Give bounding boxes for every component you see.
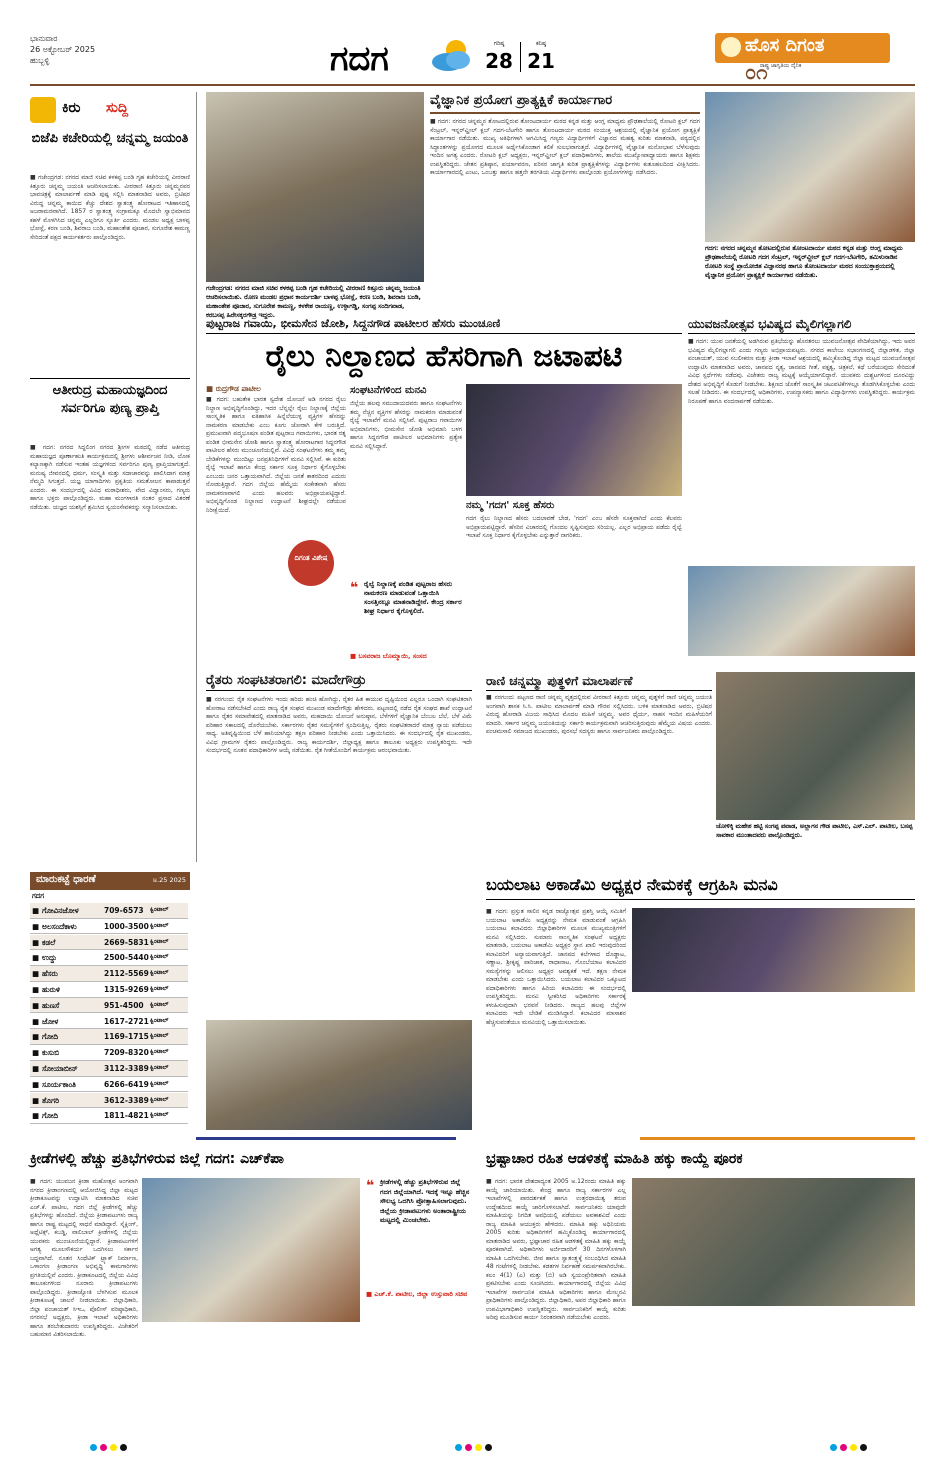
farmers-body: ■ ನರಗುಂದ: ರೈತ ಸಂಘಟನೆಗಳು ಇಂದು ಹರಿದು ಹಂಚಿ ಹೋಗಿದ್ದು, ರೈತರ ಹಿತ ಕಾಯುವ ದೃಷ್ಟಿಯಿಂದ ಎಲ್ಲರೂ ಒಂದಾಗಿ ಸಂಘಟಿತರಾಗಿ ಹೋರಾಟ ನಡೆಸಬೇಕಿದೆ ಎಂದು ರಾಜ್ಯ ರೈತ ಸಂಘದ ಮುಖಂಡ ಮಾದೇಗೌಡ್ರು ಹೇಳಿದರು. ಪಟ್ಟಣದಲ್ಲಿ ನಡೆದ ರೈತ ಸಂಘದ ಶಾಖೆ ಉದ್ಘಾಟನೆ ಹಾಗೂ ರೈತರ ಸಮಾವೇಶದಲ್ಲಿ ಮಾತನಾಡಿದ ಅವರು, ಮಹದಾಯಿ ಯೋಜನೆ ಅನುಷ್ಠಾನ, ಬೆಳೆಗಳಿಗೆ ವೈಜ್ಞಾನಿಕ ಬೆಂಬಲ ಬೆಲೆ, ಬೆಳೆ ವಿಮೆ ಪರಿಹಾರ ಸಕಾಲದಲ್ಲಿ ದೊರೆಯಬೇಕು. ಸರ್ಕಾರಗಳು ರೈತರ ಸಮಸ್ಯೆಗಳಿಗೆ ಸ್ಪಂದಿಸುತ್ತಿಲ್ಲ. ರೈತರು ಸಂಘಟಿತರಾದರೆ ಮಾತ್ರ ನ್ಯಾಯ ಪಡೆಯಲು ಸಾಧ್ಯ. ಅತಿವೃಷ್ಟಿಯಿಂದ ಬೆಳೆ ಹಾನಿಯಾಗಿದ್ದು ತಕ್ಷಣ ಪರಿಹಾರ ನೀಡಬೇಕು ಎಂದು ಒತ್ತಾಯಿಸಿದರು. ಈ ಸಂದರ್ಭದಲ್ಲಿ ರೈತ ಮುಖಂಡರು, ವಿವಿಧ ಗ್ರಾಮಗಳ ರೈತರು ಪಾಲ್ಗೊಂಡಿದ್ದರು. ರಾಜ್ಯ ಕಾರ್ಯದರ್ಶಿ, ಜಿಲ್ಲಾಧ್ಯಕ್ಷ ಹಾಗೂ ತಾಲೂಕು ಅಧ್ಯಕ್ಷರು ಉಪಸ್ಥಿತರಿದ್ದರು. ಇದೇ ಸಂದರ್ಭದಲ್ಲಿ ನೂತನ ಪದಾಧಿಕಾರಿಗಳ ಆಯ್ಕೆ ನಡೆಯಿತು. ರೈತ ಗೀತೆಯೊಂದಿಗೆ ಕಾರ್ಯಕ್ರಮ ಆರಂಭವಾಯಿತು. [206, 696, 474, 754]
commodity-unit: ಕ್ವಿಂಟಾಲ್ [150, 937, 169, 945]
market-row [30, 1108, 188, 1124]
market-bullet-icon: ■ [32, 1111, 40, 1121]
quote-mark-icon: ❝ [350, 580, 359, 596]
yellow-dot-icon [475, 1444, 482, 1451]
commodity-unit: ಕ್ವಿಂಟಾಲ್ [150, 1048, 169, 1056]
market-bullet-icon: ■ [32, 1048, 40, 1058]
commodity-unit: ಕ್ವಿಂಟಾಲ್ [150, 969, 169, 977]
masthead [0, 0, 945, 90]
column-rule-left [196, 92, 197, 862]
paper-tagline: ರಾಷ್ಟ್ರ ಜಾಗೃತಿಯ ದೈನಿಕ [760, 63, 802, 69]
commodity-unit: ಕ್ವಿಂಟಾಲ್ [150, 1111, 169, 1119]
commodity-price: 2112-5569 [104, 969, 149, 979]
railway-kicker: ಪುಟ್ಟರಾಜ ಗವಾಯಿ, ಭೀಮಸೇನ ಜೋಶಿ, ಸಿದ್ದನಗೌಡ ಪಾಟೀಲರ ಹೆಸರು ಮುಂಚೂಣಿ [206, 317, 501, 330]
sports-headline: ಕ್ರೀಡೆಗಳಲ್ಲಿ ಹೆಚ್ಚು ಪ್ರತಿಭೆಗಳಿರುವ ಜಿಲ್ಲೆ ಗದಗ: ಎಚ್‌ಕೆಪಾ [30, 1151, 284, 1167]
market-row [30, 1061, 188, 1077]
market-row [30, 1014, 188, 1030]
rti-photo [632, 1178, 915, 1306]
science-photo [705, 92, 915, 242]
commodity-price: 3112-3389 [104, 1064, 149, 1073]
black-dot-icon [120, 1444, 127, 1451]
market-row [30, 935, 188, 951]
brief-headline-2: ಆತೀರುದ್ರ ಮಹಾಯಜ್ಞದಿಂದ ಸರ್ವರಿಗೂ ಪುಣ್ಯ ಪ್ರಾಪ್ತಿ [52, 383, 168, 416]
market-row [30, 1045, 188, 1061]
magenta-dot-icon [465, 1444, 472, 1451]
market-section [30, 872, 190, 1132]
railway-byline: ■ ರುದ್ರಗೌಡ ಪಾಟೀಲ [206, 384, 261, 393]
sports-quote-by: ■ ಎಚ್.ಕೆ. ಪಾಟೀಲ, ಜಿಲ್ಲಾ ಉಸ್ತುವಾರಿ ಸಚಿವ [366, 1290, 468, 1298]
commodity-price: 7209-8320 [104, 1048, 149, 1058]
commodity-unit: ಕ್ವಿಂಟಾಲ್ [150, 906, 169, 913]
brief-headline-1: ಬಿಜೆಪಿ ಕಚೇರಿಯಲ್ಲಿ ಚನ್ನಮ್ಮ ಜಯಂತಿ [31, 131, 189, 146]
cyan-dot-icon [90, 1444, 97, 1451]
magenta-dot-icon [840, 1444, 847, 1451]
chennamma-headline: ರಾಣಿ ಚನ್ನಮ್ಮಾ ಪುತ್ಥಳಿಗೆ ಮಾಲಾರ್ಪಣೆ [486, 672, 712, 691]
science-article [430, 92, 700, 312]
page-number: ೦೧ [745, 60, 768, 84]
print-registration-marks [0, 1444, 945, 1456]
weather-cloud-icon [428, 38, 474, 74]
market-row [30, 1093, 188, 1109]
paper-name: ಹೊಸ ದಿಗಂತ [745, 35, 825, 56]
commodity-price: 1315-9269 [104, 985, 149, 994]
railway-body: ■ ಗದಗ: ಬಹುತೇಕ ಭಾರತ ಸ್ವದೇಶ ಯೋಜನೆ ಅಡಿ ನಗರದ ರೈಲು ನಿಲ್ದಾಣ ಅಭಿವೃದ್ಧಿಗೊಂಡಿದ್ದು, ಇದರ ಬೆನ್ನಲ್ಲೇ ರೈಲು ನಿಲ್ದಾಣಕ್ಕೆ ಜಿಲ್ಲೆಯ ಸಾಂಸ್ಕೃತಿಕ ಹಾಗೂ ಐತಿಹಾಸಿಕ ಹಿನ್ನೆಲೆಯುಳ್ಳ ವ್ಯಕ್ತಿಗಳ ಹೆಸರನ್ನು ನಾಮಕರಣ ಮಾಡಬೇಕು ಎಂಬ ಕೂಗು ಜೋರಾಗಿ ಕೇಳಿ ಬರುತ್ತಿದೆ. ಪ್ರಮುಖವಾಗಿ ಪದ್ಮಭೂಷಣ ಪಂಡಿತ ಪುಟ್ಟರಾಜ ಗವಾಯಿಗಳು, ಭಾರತ ರತ್ನ ಪಂಡಿತ ಭೀಮಸೇನ ಜೋಶಿ ಹಾಗೂ ಸ್ವಾತಂತ್ರ್ಯ ಹೋರಾಟಗಾರ ಸಿದ್ದನಗೌಡ ಪಾಟೀಲರ ಹೆಸರು ಮುಂಚೂಣಿಯಲ್ಲಿವೆ. ವಿವಿಧ ಸಂಘಟನೆಗಳು ತಮ್ಮ ತಮ್ಮ ಬೇಡಿಕೆಗಳನ್ನು ಮುಂದಿಟ್ಟು ಜನಪ್ರತಿನಿಧಿಗಳಿಗೆ ಮನವಿ ಸಲ್ಲಿಸಿವೆ. ಈ ಕುರಿತು ರೈಲ್ವೆ ಇಲಾಖೆ ಹಾಗೂ ಕೇಂದ್ರ ಸರ್ಕಾರ ಸೂಕ್ತ ನಿರ್ಧಾರ ಕೈಗೊಳ್ಳಬೇಕು ಎಂಬುದು ಜನರ ಒತ್ತಾಯವಾಗಿದೆ. ಜಿಲ್ಲೆಯ ಜನತೆ ಕಾತರದಿಂದ ಎದುರು ನೋಡುತ್ತಿದ್ದಾರೆ. ಗದಗ ಜಿಲ್ಲೆಯ ಹೆಮ್ಮೆಯ ಸಂಕೇತವಾಗಿ ಹೆಸರು ನಾಮಕರಣವಾಗಲಿ ಎಂದು ಹಲವರು ಅಭಿಪ್ರಾಯಪಟ್ಟಿದ್ದಾರೆ. ಅಭಿವೃದ್ಧಿಗೊಂಡ ನಿಲ್ದಾಣದ ಉದ್ಘಾಟನೆ ಶೀಘ್ರದಲ್ಲೇ ನಡೆಯುವ ನಿರೀಕ್ಷೆಯಿದೆ. [206, 396, 348, 514]
commodity-unit: ಕ್ವಿಂಟಾಲ್ [150, 985, 169, 992]
yellow-dot-icon [110, 1444, 117, 1451]
digantha-special-badge [288, 540, 334, 586]
market-bullet-icon: ■ [32, 906, 40, 915]
issue-city: ಹುಬ್ಬಳ್ಳಿ [30, 56, 50, 65]
commodity-name: ಕಡಲೆ [42, 937, 56, 947]
chennamma-body: ■ ನರಗುಂದ: ಪಟ್ಟಣದ ರಾಣಿ ಚನ್ನಮ್ಮ ವೃತ್ತದಲ್ಲಿರುವ ವೀರರಾಣಿ ಕಿತ್ತೂರು ಚನ್ನಮ್ಮ ಪುತ್ಥಳಿಗೆ ರಾಣಿ ಚನ್ನಮ್ಮ ಜಯಂತಿ ಅಂಗವಾಗಿ ಶಾಸಕ ಸಿ.ಸಿ. ಪಾಟೀಲ ಮಾಲಾರ್ಪಣೆ ಮಾಡಿ ಗೌರವ ಸಲ್ಲಿಸಿದರು. ಬಳಿಕ ಮಾತನಾಡಿದ ಅವರು, ಬ್ರಿಟಿಷರ ವಿರುದ್ಧ ಹೋರಾಡಿ ವಿಜಯ ಸಾಧಿಸಿದ ಮೊದಲ ಮಹಿಳೆ ಚನ್ನಮ್ಮ. ಅವರ ಧೈರ್ಯ, ಸಾಹಸ ಇಂದಿನ ಮಹಿಳೆಯರಿಗೆ ಮಾದರಿ. ಸರ್ಕಾರ ಚನ್ನಮ್ಮ ಜಯಂತಿಯನ್ನು ಸರ್ಕಾರಿ ಕಾರ್ಯಕ್ರಮವಾಗಿ ಆಚರಿಸುತ್ತಿರುವುದು ಹೆಮ್ಮೆಯ ವಿಷಯ ಎಂದರು. ಪಂಚಮಸಾಲಿ ಸಮಾಜದ ಮುಖಂಡರು, ಪುರಸಭೆ ಸದಸ್ಯರು ಹಾಗೂ ಸಾರ್ವಜನಿಕರು ಪಾಲ್ಗೊಂಡಿದ್ದರು. [486, 694, 714, 735]
market-bullet-icon: ■ [32, 1032, 40, 1042]
commodity-price: 1811-4821 [104, 1111, 149, 1121]
badge-text: ದಿಗಂತ ವಿಶೇಷ [294, 554, 328, 562]
railway-station-photo [466, 384, 682, 496]
max-temp-label: ಗರಿಷ್ಠ [493, 40, 505, 47]
commodity-name: ಕುಸುಬಿ [42, 1048, 60, 1058]
railway-kicker-bar [206, 316, 682, 334]
market-row [30, 966, 188, 982]
market-table [30, 903, 190, 1128]
market-header [30, 872, 190, 890]
issue-day: ಭಾನುವಾರ [30, 34, 58, 43]
farmers-photo [206, 1020, 472, 1130]
market-row [30, 919, 188, 935]
rti-body-cont [632, 1310, 915, 1436]
commodity-unit: ಕ್ವಿಂಟಾಲ್ [150, 1016, 169, 1024]
commodity-name: ಸೋಯಾಬೀನ್ [42, 1064, 78, 1073]
market-bullet-icon: ■ [32, 921, 40, 931]
top-event-photo [206, 92, 424, 282]
commodity-name: ಅಲಸಂದೆಕಾಳು [42, 921, 77, 931]
youth-headline: ಯುವಜನೋತ್ಸವ ಭವಿಷ್ಯದ ಮೈಲಿಗಲ್ಲಾಗಲಿ [688, 316, 915, 334]
railway-photo-body: ಗದಗ ರೈಲು ನಿಲ್ದಾಣದ ಹೆಸರು ಬದಲಾವಣೆ ಬೇಡ, 'ಗದಗ' ಎಂಬ ಹೆಸರೇ ಸೂಕ್ತವಾಗಿದೆ ಎಂದು ಕೆಲವರು ಅಭಿಪ್ರಾಯಪಟ್ಟಿದ್ದಾರೆ. ಹೆಸರಿನ ವಿಚಾರದಲ್ಲಿ ಗೊಂದಲ ಸೃಷ್ಟಿಸುವುದು ಸರಿಯಲ್ಲ. ಎಲ್ಲರ ಅಭಿಪ್ರಾಯ ಪಡೆದು ರೈಲ್ವೆ ಇಲಾಖೆ ಸೂಕ್ತ ನಿರ್ಧಾರ ಕೈಗೊಳ್ಳಬೇಕು ಎನ್ನುತ್ತಾರೆ ನಾಗರಿಕರು. [466, 515, 684, 539]
commodity-unit: ಕ್ವಿಂಟಾಲ್ [150, 953, 169, 961]
market-bullet-icon: ■ [32, 985, 40, 994]
commodity-price: 3612-3389 [104, 1095, 149, 1105]
railway-side-head: ಸಂಘಟನೆಗಳಿಂದ ಮನವಿ [350, 385, 427, 396]
farmers-headline: ರೈತರು ಸಂಘಟಿತರಾಗಲಿ: ಮಾದೇಗೌಡ್ರು [206, 672, 472, 691]
railway-photo-caption: ನಮ್ಮ 'ಗದಗ' ಸೂಕ್ತ ಹೆಸರು [466, 500, 555, 511]
yellow-dot-icon [850, 1444, 857, 1451]
brief-body-1: ■ ಗಜೇಂದ್ರಗಡ: ನಗರದ ಮಾಜಿ ಸಚಿವ ಕಳಕಪ್ಪ ಬಂಡಿ ಗೃಹ ಕಚೇರಿಯಲ್ಲಿ ವೀರರಾಣಿ ಕಿತ್ತೂರು ಚನ್ನಮ್ಮ ಜಯಂತಿ ಆಚರಿಸಲಾಯಿತು. ವೀರರಾಣಿ ಕಿತ್ತೂರು ಚನ್ನಮ್ಮನವರ ಭಾವಚಿತ್ರಕ್ಕೆ ಮಾಲಾರ್ಪಣೆ ಮಾಡಿ ಪುಷ್ಪ ಸಲ್ಲಿಸಿ ಮಾತನಾಡಿದ ಅವರು, ಬ್ರಿಟಿಷರ ವಿರುದ್ಧ ಚನ್ನಮ್ಮ ಕಾಯಿದ ಕೆಚ್ಚು ದೇಶದ ಸ್ವಾತಂತ್ರ್ಯ ಹೋರಾಟದ ಇತಿಹಾಸದಲ್ಲಿ ಅಜರಾಮರವಾಗಿದೆ. 1857 ರ ಸ್ವಾತಂತ್ರ್ಯ ಸಂಗ್ರಾಮಕ್ಕೂ ಮೊದಲೇ ಸ್ವಾಭಿಮಾನದ ಕಹಳೆ ಮೊಳಗಿಸಿದ ಚನ್ನಮ್ಮ ಎಲ್ಲರಿಗೂ ಸ್ಫೂರ್ತಿ ಎಂದರು. ಮಂಡಲ ಅಧ್ಯಕ್ಷ ಬಾಳಪ್ಪ ಭೋಸ್ಲೆ, ಕರಣ ಬಂಡಿ, ಶಿವರಾಜ ಬಂಡಿ, ಮಹಾಂತೇಶ ಪೂಜಾರ, ಸುಗೂರೇಶ ಕಾಮಣ್ಣ ಸೇರಿದಂತೆ ಪಕ್ಷದ ಕಾರ್ಯಕರ್ತರು ಪಾಲ್ಗೊಂಡಿದ್ದರು. [30, 174, 192, 241]
commodity-price: 1169-1715 [104, 1032, 149, 1042]
sports-body: ■ ಗದಗ: ಯುವಜನ ಕ್ರೀಡಾ ಮಹೋತ್ಸವ ಅಂಗವಾಗಿ ನಗರದ ಕ್ರೀಡಾಂಗಣದಲ್ಲಿ ಆಯೋಜಿಸಿದ್ದ ಜಿಲ್ಲಾ ಮಟ್ಟದ ಕ್ರೀಡಾಕೂಟವನ್ನು ಉದ್ಘಾಟಿಸಿ ಮಾತನಾಡಿದ ಸಚಿವ ಎಚ್.ಕೆ. ಪಾಟೀಲ, ಗದಗ ಜಿಲ್ಲೆ ಕ್ರೀಡೆಗಳಲ್ಲಿ ಹೆಚ್ಚು ಪ್ರತಿಭೆಗಳನ್ನು ಹೊಂದಿದೆ. ಜಿಲ್ಲೆಯ ಕ್ರೀಡಾಪಟುಗಳು ರಾಜ್ಯ ಹಾಗೂ ರಾಷ್ಟ್ರ ಮಟ್ಟದಲ್ಲಿ ಸಾಧನೆ ಮಾಡಿದ್ದಾರೆ. ಸೈಕ್ಲಿಂಗ್, ಅಥ್ಲೆಟಿಕ್ಸ್, ಕಬಡ್ಡಿ, ವಾಲಿಬಾಲ್ ಕ್ರೀಡೆಗಳಲ್ಲಿ ಜಿಲ್ಲೆಯ ಯುವಕರು ಮುಂಚೂಣಿಯಲ್ಲಿದ್ದಾರೆ. ಕ್ರೀಡಾಪಟುಗಳಿಗೆ ಅಗತ್ಯ ಮೂಲಸೌಕರ್ಯ ಒದಗಿಸಲು ಸರ್ಕಾರ ಬದ್ಧವಾಗಿದೆ. ನೂತನ ಸಿಂಥೆಟಿಕ್ ಟ್ರ್ಯಾಕ್ ನಿರ್ಮಾಣ, ಒಳಾಂಗಣ ಕ್ರೀಡಾಂಗಣ ಅಭಿವೃದ್ಧಿ ಕಾಮಗಾರಿಗಳು ಪ್ರಗತಿಯಲ್ಲಿವೆ ಎಂದರು. ಕ್ರೀಡಾಕೂಟದಲ್ಲಿ ಜಿಲ್ಲೆಯ ವಿವಿಧ ತಾಲೂಕುಗಳಿಂದ ನೂರಾರು ಕ್ರೀಡಾಪಟುಗಳು ಪಾಲ್ಗೊಂಡಿದ್ದರು. ಕ್ರೀಡಾಜ್ಯೋತಿ ಬೆಳಗಿಸುವ ಮೂಲಕ ಕ್ರೀಡಾಕೂಟಕ್ಕೆ ಚಾಲನೆ ನೀಡಲಾಯಿತು. ಜಿಲ್ಲಾಧಿಕಾರಿ, ಜಿಲ್ಲಾ ಪಂಚಾಯತ್ ಸಿಇಒ, ಪೊಲೀಸ್ ವರಿಷ್ಠಾಧಿಕಾರಿ, ನಗರಸಭೆ ಅಧ್ಯಕ್ಷರು, ಕ್ರೀಡಾ ಇಲಾಖೆ ಅಧಿಕಾರಿಗಳು ಹಾಗೂ ತರಬೇತುದಾರರು ಉಪಸ್ಥಿತರಿದ್ದರು. ವಿಜೇತರಿಗೆ ಬಹುಮಾನ ವಿತರಿಸಲಾಯಿತು. [30, 1178, 140, 1338]
masthead-date-block [30, 33, 150, 83]
market-place: ಗದಗ [32, 892, 45, 900]
commodity-name: ಗೋವಿನಜೋಳ [42, 906, 79, 915]
hand-icon [30, 97, 56, 123]
brief-logo-a: ಕಿರು [62, 100, 81, 116]
district-title: ಗದಗ [330, 39, 389, 79]
bayalata-body-cont [632, 998, 915, 1132]
railway-quote-box [350, 580, 462, 666]
commodity-unit: ಕ್ವಿಂಟಾಲ್ [150, 1032, 169, 1040]
commodity-price: 1000-3500 [104, 921, 149, 931]
railway-quote-by: ■ ಬಸವರಾಜ ಬೊಮ್ಮಾಯಿ, ಸಂಸದ [350, 652, 427, 660]
market-row [30, 950, 188, 966]
commodity-name: ಹುಣಸೆ [42, 1000, 60, 1010]
sports-photo [142, 1178, 360, 1322]
commodity-unit: ಕ್ವಿಂಟಾಲ್ [150, 1079, 169, 1087]
commodity-price: 2500-5440 [104, 953, 149, 963]
science-headline: ವೈಜ್ಞಾನಿಕ ಪ್ರಯೋಗ ಪ್ರಾತ್ಯಕ್ಷಿಕೆ ಕಾರ್ಯಾಗಾರ [430, 92, 700, 114]
commodity-name: ಗೋದಿ [42, 1032, 59, 1042]
sports-quote: ಕ್ರೀಡೆಗಳಲ್ಲಿ ಹೆಚ್ಚು ಪ್ರತಿಭೆಗಳಿರುವ ಜಿಲ್ಲೆ ಗದಗ ಜಿಲ್ಲೆಯಾಗಿದೆ. ಇದಕ್ಕೆ ಇನ್ನೂ ಹೆಚ್ಚಿನ ಸೌಲಭ್ಯ ಒದಗಿಸಿ ಪ್ರೋತ್ಸಾಹಿಸಲಾಗುವುದು. ಜಿಲ್ಲೆಯ ಕ್ರೀಡಾಪಟುಗಳು ಅಂತಾರಾಷ್ಟ್ರೀಯ ಮಟ್ಟದಲ್ಲಿ ಮಿಂಚಬೇಕು. [380, 1178, 470, 1224]
min-temp: 21 [527, 49, 555, 73]
market-bullet-icon: ■ [32, 969, 40, 979]
commodity-name: ತೊಗರಿ [42, 1095, 60, 1105]
commodity-unit: ಕ್ವಿಂಟಾಲ್ [150, 1095, 169, 1103]
cyan-dot-icon [455, 1444, 462, 1451]
railway-side-box [350, 384, 462, 580]
brief-divider [30, 378, 190, 379]
commodity-name: ಸೂರ್ಯಕಾಂತಿ [42, 1079, 77, 1089]
sports-quote-box [366, 1178, 472, 1318]
market-bullet-icon: ■ [32, 953, 40, 963]
commodity-price: 951-4500 [104, 1000, 144, 1010]
chennamma-photo-caption: ಚೋಳಿಕ್ಕಿ ಮಹೇಶ ಹಟ್ಟಿ ಸಂಗಪ್ಪ ಪವಾಡ, ಅಲ್ಲಾಗನ ಗೌಡ ಪಾಟೀಲ, ಎಸ್.ಎಲ್. ಪಾಟೀಲ, ಬಸಪ್ಪ ಸಾವಕಾರ ಮುಂತಾದವರು ಪಾಲ್ಗೊಂಡಿದ್ದರು. [716, 823, 915, 839]
railway-side-body: ಜಿಲ್ಲೆಯ ಹಲವು ಸಮುದಾಯದವರು ಹಾಗೂ ಸಂಘಟನೆಗಳು ತಮ್ಮ ನೆಚ್ಚಿನ ವ್ಯಕ್ತಿಗಳ ಹೆಸರನ್ನು ನಾಮಕರಣ ಮಾಡುವಂತೆ ರೈಲ್ವೆ ಇಲಾಖೆಗೆ ಮನವಿ ಸಲ್ಲಿಸಿವೆ. ಪುಟ್ಟರಾಜ ಗವಾಯಿಗಳ ಅಭಿಮಾನಿಗಳು, ಭೀಮಸೇನ ಜೋಶಿ ಅಭಿಮಾನಿ ಬಳಗ ಹಾಗೂ ಸಿದ್ದನಗೌಡ ಪಾಟೀಲರ ಅಭಿಮಾನಿಗಳು ಪ್ರತ್ಯೇಕ ಮನವಿ ಸಲ್ಲಿಸಿದ್ದಾರೆ. [350, 400, 464, 450]
magenta-dot-icon [100, 1444, 107, 1451]
market-bullet-icon: ■ [32, 1000, 40, 1010]
commodity-price: 2669-5831 [104, 937, 149, 947]
science-body: ■ ಗದಗ: ನಗರದ ಚನ್ನಮ್ಮನ ತೋಟದಲ್ಲಿರುವ ತೋಂಟದಾರ್ಯ ಮಠದ ಕನ್ನಡ ಮತ್ತು ಆಂಗ್ಲ ಮಾಧ್ಯಮ ಪ್ರೌಢಶಾಲೆಯಲ್ಲಿ ರೋಟರಿ ಕ್ಲಬ್ ಗದಗ ಸೆಂಟ್ರಲ್, ಇನ್ನರ್‌ವ್ಹೀಲ್ ಕ್ಲಬ್ ಗದಗ-ಬೆಟಗೇರಿ ಹಾಗೂ ತೋಂಟದಾರ್ಯ ಮಠದ ಸಂಯುಕ್ತ ಆಶ್ರಯದಲ್ಲಿ ವೈಜ್ಞಾನಿಕ ಪ್ರಯೋಗ ಪ್ರಾತ್ಯಕ್ಷಿಕೆ ಕಾರ್ಯಾಗಾರ ನಡೆಯಿತು. ಮುಖ್ಯ ಅತಿಥಿಗಳಾಗಿ ಆಗಮಿಸಿದ್ದ ಗಣ್ಯರು ವಿದ್ಯಾರ್ಥಿಗಳಿಗೆ ವಿಜ್ಞಾನದ ಮಹತ್ವ ಕುರಿತು ಮಾತನಾಡಿ, ಪಠ್ಯದಲ್ಲಿನ ಸಿದ್ಧಾಂತಗಳನ್ನು ಪ್ರಯೋಗದ ಮೂಲಕ ಅರ್ಥೈಸಿಕೊಂಡಾಗ ಕಲಿಕೆ ಸುಲಭವಾಗುತ್ತದೆ. ವಿದ್ಯಾರ್ಥಿಗಳಲ್ಲಿ ವೈಜ್ಞಾನಿಕ ಮನೋಭಾವ ಬೆಳೆಸುವುದು ಇಂದಿನ ಅಗತ್ಯ ಎಂದರು. ರೋಟರಿ ಕ್ಲಬ್ ಅಧ್ಯಕ್ಷರು, ಇನ್ನರ್‌ವ್ಹೀಲ್ ಕ್ಲಬ್ ಪದಾಧಿಕಾರಿಗಳು, ಶಾಲೆಯ ಮುಖ್ಯೋಪಾಧ್ಯಾಯರು ಹಾಗೂ ಶಿಕ್ಷಕರು ಉಪಸ್ಥಿತರಿದ್ದರು. ಚೇತನ ಪ್ರತಿಷ್ಠಾನ, ಪರ್ಯಾವರಣ, ಪರಿಸರ ಜಾಗೃತಿ ಕುರಿತ ಪ್ರಾತ್ಯಕ್ಷಿಕೆಗಳನ್ನು ವಿದ್ಯಾರ್ಥಿಗಳು ಕುತೂಹಲದಿಂದ ವೀಕ್ಷಿಸಿದರು. ಕಾರ್ಯಾಗಾರದಲ್ಲಿ ಎಂಟು, ಒಂಬತ್ತು ಹಾಗೂ ಹತ್ತನೇ ತರಗತಿಯ ವಿದ್ಯಾರ್ಥಿಗಳು ಪಾಲ್ಗೊಂಡು ಪ್ರಯೋಗಗಳನ್ನು ನಡೆಸಿದರು. [430, 118, 702, 176]
commodity-name: ಹೆಸರು [42, 969, 58, 979]
market-bullet-icon: ■ [32, 1079, 40, 1089]
commodity-price: 1617-2721 [104, 1016, 149, 1026]
market-row [30, 903, 188, 919]
bottom-divider-blue [196, 1137, 456, 1140]
youth-photo [688, 566, 915, 656]
brief-logo [30, 97, 190, 123]
science-photo-caption: ಗದಗ: ನಗರದ ಚನ್ನಮ್ಮನ ತೋಟದಲ್ಲಿರುವ ತೋಂಟದಾರ್ಯ ಮಠದ ಕನ್ನಡ ಮತ್ತು ಆಂಗ್ಲ ಮಾಧ್ಯಮ ಪ್ರೌಢಶಾಲೆಯಲ್ಲಿ ರೋಟರಿ ಗದಗ ಸೆಂಟ್ರಲ್, ಇನ್ನರ್‌ವ್ಹೀಲ್ ಕ್ಲಬ್ ಗದಗ-ಬೆಟಗೇರಿ, ತಮಿಳುನಾಡಿನ ರೋಟರಿ ಸಂಸ್ಥೆ ಪ್ರಾಯೋಜಿತ ವಿಜ್ಞಾನರಥ ಹಾಗೂ ತೋಂಟದಾರ್ಯ ಮಠದ ಸಂಯುಕ್ತಾಶ್ರಯದಲ್ಲಿ ವೈಜ್ಞಾನಿಕ ಪ್ರಯೋಗ ಪ್ರಾತ್ಯಕ್ಷಿಕೆ ಕಾರ್ಯಾಗಾರ ನಡೆಯಿತು. [705, 245, 905, 279]
min-temp-label: ಕನಿಷ್ಠ [535, 40, 547, 47]
commodity-price: 709-6573 [104, 906, 144, 915]
market-row [30, 1029, 188, 1045]
youth-body: ■ ಗದಗ: ಯುವ ಜನತೆಯಲ್ಲಿ ಅಡಗಿರುವ ಪ್ರತಿಭೆಯನ್ನು ಹೊರತರಲು ಯುವಜನೋತ್ಸವ ವೇದಿಕೆಯಾಗಿದ್ದು, ಇದು ಅವರ ಭವಿಷ್ಯದ ಮೈಲಿಗಲ್ಲಾಗಲಿ ಎಂದು ಗಣ್ಯರು ಅಭಿಪ್ರಾಯಪಟ್ಟರು. ನಗರದ ಕಾಲೇಜು ಸಭಾಂಗಣದಲ್ಲಿ ಜಿಲ್ಲಾಡಳಿತ, ಜಿಲ್ಲಾ ಪಂಚಾಯತ್, ಯುವ ಸಬಲೀಕರಣ ಮತ್ತು ಕ್ರೀಡಾ ಇಲಾಖೆ ಆಶ್ರಯದಲ್ಲಿ ಹಮ್ಮಿಕೊಂಡಿದ್ದ ಜಿಲ್ಲಾ ಮಟ್ಟದ ಯುವಜನೋತ್ಸವ ಉದ್ಘಾಟಿಸಿ ಮಾತನಾಡಿದ ಅವರು, ಜಾನಪದ ನೃತ್ಯ, ಜಾನಪದ ಗೀತೆ, ವಕ್ತೃತ್ವ, ಚಿತ್ರಕಲೆ, ಕಥೆ ಬರೆಯುವುದು ಸೇರಿದಂತೆ ವಿವಿಧ ಸ್ಪರ್ಧೆಗಳು ನಡೆದವು. ವಿಜೇತರು ರಾಜ್ಯ ಮಟ್ಟಕ್ಕೆ ಆಯ್ಕೆಯಾಗಲಿದ್ದಾರೆ. ಯುವಕರು ದುಶ್ಚಟಗಳಿಂದ ದೂರವಿದ್ದು ದೇಶದ ಅಭಿವೃದ್ಧಿಗೆ ಕೊಡುಗೆ ನೀಡಬೇಕು. ಶಿಕ್ಷಣದ ಜೊತೆಗೆ ಸಾಂಸ್ಕೃತಿಕ ಚಟುವಟಿಕೆಗಳಲ್ಲೂ ತೊಡಗಿಸಿಕೊಳ್ಳಬೇಕು ಎಂದು ಸಲಹೆ ನೀಡಿದರು. ಈ ಸಂದರ್ಭದಲ್ಲಿ ಅಧಿಕಾರಿಗಳು, ಉಪನ್ಯಾಸಕರು ಹಾಗೂ ವಿದ್ಯಾರ್ಥಿಗಳು ಉಪಸ್ಥಿತರಿದ್ದರು. ಕಾರ್ಯಕ್ರಮ ನಿರೂಪಣೆ ಹಾಗೂ ವಂದನಾರ್ಪಣೆ ನಡೆಯಿತು. [688, 338, 917, 405]
commodity-name: ಗೋದಿ [42, 1111, 59, 1121]
cyan-dot-icon [830, 1444, 837, 1451]
bottom-divider-orange [640, 1137, 915, 1140]
black-dot-icon [860, 1444, 867, 1451]
market-row [30, 982, 188, 998]
issue-date: 26 ಅಕ್ಟೋಬರ್ 2025 [30, 45, 96, 54]
commodity-name: ಜೋಳ [42, 1016, 59, 1026]
market-date: ಅ.25 2025 [152, 876, 186, 884]
top-event-caption: ಗಜೇಂದ್ರಗಡ: ನಗರದ ಮಾಜಿ ಸಚಿವ ಕಳಕಪ್ಪ ಬಂಡಿ ಗೃಹ ಕಚೇರಿಯಲ್ಲಿ ವೀರರಾಣಿ ಕಿತ್ತೂರು ಚನ್ನಮ್ಮ ಜಯಂತಿ ಆಚರಿಸಲಾಯಿತು. ರೋಣ ಮಂಡಲ ಪ್ರಧಾನ ಕಾರ್ಯದರ್ಶಿ ಬಾಳಪ್ಪ ಭೋಸ್ಲೆ, ಕರಣ ಬಂಡಿ, ಶಿವರಾಜ ಬಂಡಿ, ಮಹಾಂತೇಶ ಪೂಜಾರ, ಸುಗೂರೇಶ ಕಾಮಣ್ಣ, ಕಳಕೇಶ ರಾಯಣ್ಣ, ಉಳ್ಳಾಗಡ್ಡಿ, ಸಂಗಪ್ಪ ಸಂದಿಗವಾಡ, ಕರಬಸಪ್ಪ ಹಿರೇಸಕ್ಕರಗೌಡ್ರ ಇದ್ದರು. [206, 285, 424, 319]
commodity-price: 6266-6419 [104, 1079, 149, 1089]
temp-divider [520, 42, 521, 72]
quote-mark-icon: ❝ [366, 1178, 375, 1194]
youth-article [688, 316, 915, 656]
sports-body-cont [142, 1326, 472, 1436]
chennamma-photo [716, 672, 915, 820]
paper-logo [715, 33, 890, 63]
rti-body: ■ ಗದಗ: ಭಾರತ ದೇಶದಾದ್ಯಂತ 2005 ಅ.12ರಂದು ಮಾಹಿತಿ ಹಕ್ಕು ಕಾಯ್ದೆ ಜಾರಿಯಾಯಿತು. ಕೇಂದ್ರ ಹಾಗೂ ರಾಜ್ಯ ಸರ್ಕಾರಗಳ ಎಲ್ಲ ಇಲಾಖೆಗಳಲ್ಲಿ ಪಾರದರ್ಶಕತೆ ಹಾಗೂ ಉತ್ತರದಾಯಿತ್ವ ತರುವ ಉದ್ದೇಶದಿಂದ ಕಾಯ್ದೆ ಜಾರಿಗೊಳಿಸಲಾಗಿದೆ. ಸಾರ್ವಜನಿಕರು ಯಾವುದೇ ಮಾಹಿತಿಯನ್ನು ನಿಗದಿತ ಅವಧಿಯಲ್ಲಿ ಪಡೆಯಲು ಅವಕಾಶವಿದೆ ಎಂದು ರಾಜ್ಯ ಮಾಹಿತಿ ಆಯುಕ್ತರು ಹೇಳಿದರು. ಮಾಹಿತಿ ಹಕ್ಕು ಅಧಿನಿಯಮ 2005 ಕುರಿತು ಅಧಿಕಾರಿಗಳಿಗೆ ಹಮ್ಮಿಕೊಂಡಿದ್ದ ಕಾರ್ಯಾಗಾರದಲ್ಲಿ ಮಾತನಾಡಿದ ಅವರು, ಭ್ರಷ್ಟಾಚಾರ ರಹಿತ ಆಡಳಿತಕ್ಕೆ ಮಾಹಿತಿ ಹಕ್ಕು ಕಾಯ್ದೆ ಪೂರಕವಾಗಿದೆ. ಅಧಿಕಾರಿಗಳು ಅರ್ಜಿದಾರರಿಗೆ 30 ದಿನಗಳೊಳಗಾಗಿ ಮಾಹಿತಿ ಒದಗಿಸಬೇಕು. ಜೀವ ಹಾಗೂ ಸ್ವಾತಂತ್ರ್ಯಕ್ಕೆ ಸಂಬಂಧಿಸಿದ ಮಾಹಿತಿ 48 ಗಂಟೆಗಳಲ್ಲಿ ನೀಡಬೇಕು. ಕಡತಗಳ ನಿರ್ವಹಣೆ ಸಮರ್ಪಕವಾಗಿರಬೇಕು. ಕಲಂ 4(1) (ಎ) ಮತ್ತು (ಬಿ) ಅಡಿ ಸ್ವಯಂಪ್ರೇರಿತವಾಗಿ ಮಾಹಿತಿ ಪ್ರಕಟಿಸಬೇಕು ಎಂದು ಸೂಚಿಸಿದರು. ಕಾರ್ಯಾಗಾರದಲ್ಲಿ ಜಿಲ್ಲೆಯ ವಿವಿಧ ಇಲಾಖೆಗಳ ಸಾರ್ವಜನಿಕ ಮಾಹಿತಿ ಅಧಿಕಾರಿಗಳು ಹಾಗೂ ಮೇಲ್ಮನವಿ ಪ್ರಾಧಿಕಾರಿಗಳು ಪಾಲ್ಗೊಂಡಿದ್ದರು. ಜಿಲ್ಲಾಧಿಕಾರಿ, ಅಪರ ಜಿಲ್ಲಾಧಿಕಾರಿ ಹಾಗೂ ಉಪವಿಭಾಗಾಧಿಕಾರಿ ಉಪಸ್ಥಿತರಿದ್ದರು. ಸಾರ್ವಜನಿಕರಿಗೆ ಕಾಯ್ದೆ ಕುರಿತು ಅರಿವು ಮೂಡಿಸುವ ಕಾರ್ಯ ನಿರಂತರವಾಗಿ ನಡೆಯಬೇಕು ಎಂದರು. [486, 1178, 628, 1321]
railway-quote: ರೈಲ್ವೆ ನಿಲ್ದಾಣಕ್ಕೆ ಪಂಡಿತ ಪುಟ್ಟರಾಜ ಹೆಸರು ನಾಮಕರಣ ಮಾಡುವಂತೆ ಒತ್ತಾಯಿಸಿ ಸಂಸತ್ತಿನಲ್ಲೂ ಮಾತನಾಡಿದ್ದೇನೆ. ಕೇಂದ್ರ ಸರ್ಕಾರ ಶೀಘ್ರ ನಿರ್ಧಾರ ಕೈಗೊಳ್ಳಲಿದೆ. [364, 580, 462, 615]
masthead-rule [30, 84, 915, 86]
rti-headline: ಭ್ರಷ್ಟಾಚಾರ ರಹಿತ ಆಡಳಿತಕ್ಕೆ ಮಾಹಿತಿ ಹಕ್ಕು ಕಾಯ್ದೆ ಪೂರಕ [486, 1151, 743, 1167]
max-temp: 28 [485, 49, 513, 73]
brief-section [30, 92, 190, 862]
lotus-icon [721, 37, 741, 57]
commodity-unit: ಕ್ವಿಂಟಾಲ್ [150, 1000, 169, 1008]
market-title: ಮಾರುಕಟ್ಟೆ ಧಾರಣೆ [36, 874, 96, 885]
market-bullet-icon: ■ [32, 1064, 40, 1073]
bayalata-headline: ಬಯಲಾಟ ಅಕಾಡೆಮಿ ಅಧ್ಯಕ್ಷರ ನೇಮಕಕ್ಕೆ ಆಗ್ರಹಿಸಿ ಮನವಿ [486, 870, 915, 900]
brief-logo-b: ಸುದ್ದಿ [106, 100, 129, 116]
market-bullet-icon: ■ [32, 1016, 40, 1026]
market-bullet-icon: ■ [32, 1095, 40, 1105]
market-bullet-icon: ■ [32, 937, 40, 947]
brief-body-2: ■ ಗದಗ: ನಗರದ ಸಿದ್ಧಲಿಂಗ ನಗರದ ಶ್ರೀಗಳ ಮಠದಲ್ಲಿ ನಡೆದ ಆತೀರುದ್ರ ಮಹಾಯಜ್ಞದ ಪೂರ್ಣಾಹುತಿ ಕಾರ್ಯಕ್ರಮದಲ್ಲಿ ಶ್ರೀಗಳು ಆಶೀರ್ವಚನ ನೀಡಿ, ಲೋಕ ಕಲ್ಯಾಣಕ್ಕಾಗಿ ನಡೆಸುವ ಇಂತಹ ಯಜ್ಞಗಳಿಂದ ಸರ್ವರಿಗೂ ಪುಣ್ಯ ಪ್ರಾಪ್ತಿಯಾಗುತ್ತದೆ. ಮನುಷ್ಯ ಜೀವನದಲ್ಲಿ ಧರ್ಮ, ಸಂಸ್ಕೃತಿ ಮತ್ತು ಸದಾಚಾರವನ್ನು ಪಾಲಿಸಿದಾಗ ಮಾತ್ರ ನೆಮ್ಮದಿ ಸಿಗುತ್ತದೆ. ಯಜ್ಞ ಯಾಗಾದಿಗಳು ಪ್ರಕೃತಿಯ ಸಮತೋಲನ ಕಾಪಾಡುತ್ತವೆ ಎಂದರು. ಈ ಸಂದರ್ಭದಲ್ಲಿ ವಿವಿಧ ಮಠಾಧೀಶರು, ವೇದ ವಿದ್ವಾಂಸರು, ಗಣ್ಯರು ಹಾಗೂ ಭಕ್ತರು ಪಾಲ್ಗೊಂಡಿದ್ದರು. ಮಹಾ ಮಂಗಳಾರತಿ ನಂತರ ಪ್ರಸಾದ ವಿತರಣೆ ನಡೆಯಿತು. ಯಜ್ಞದ ಯಶಸ್ಸಿಗೆ ಶ್ರಮಿಸಿದ ಸ್ವಯಂಸೇವಕರನ್ನು ಸನ್ಮಾನಿಸಲಾಯಿತು. [30, 444, 192, 511]
bayalata-photo [632, 908, 915, 992]
commodity-unit: ಕ್ವಿಂಟಾಲ್ [150, 1064, 169, 1071]
bayalata-body: ■ ಗದಗ: ಪ್ರಸ್ತುತ ಸಾಲಿನ ಕನ್ನಡ ರಾಜ್ಯೋತ್ಸವ ಪ್ರಶಸ್ತಿ ಆಯ್ಕೆ ಸಮಿತಿಗೆ ಬಯಲಾಟ ಅಕಾಡೆಮಿ ಅಧ್ಯಕ್ಷರನ್ನು ನೇಮಕ ಮಾಡುವಂತೆ ಆಗ್ರಹಿಸಿ ಬಯಲಾಟ ಕಲಾವಿದರು ಜಿಲ್ಲಾಧಿಕಾರಿಗಳ ಮೂಲಕ ಮುಖ್ಯಮಂತ್ರಿಗಳಿಗೆ ಮನವಿ ಸಲ್ಲಿಸಿದರು. ಸುಮಾರು ಸಾಂಸ್ಕೃತಿಕ ಸಂಘಟನೆ ಅಧ್ಯಕ್ಷರು ಮಾತನಾಡಿ, ಬಯಲಾಟ ಅಕಾಡೆಮಿ ಅಧ್ಯಕ್ಷರ ಸ್ಥಾನ ಖಾಲಿ ಇರುವುದರಿಂದ ಕಲಾವಿದರಿಗೆ ಅನ್ಯಾಯವಾಗುತ್ತಿದೆ. ಜಾನಪದ ಕಲೆಗಳಾದ ದೊಡ್ಡಾಟ, ಸಣ್ಣಾಟ, ಶ್ರೀಕೃಷ್ಣ ಪಾರಿಜಾತ, ರಾಧಾನಾಟ, ಗೊಂಬೆಯಾಟ ಕಲಾವಿದರ ಸಮಸ್ಯೆಗಳನ್ನು ಆಲಿಸಲು ಅಧ್ಯಕ್ಷರ ಅವಶ್ಯಕತೆ ಇದೆ. ತಕ್ಷಣ ನೇಮಕ ಮಾಡಬೇಕು ಎಂದು ಒತ್ತಾಯಿಸಿದರು. ಬಯಲಾಟ ಕಲಾವಿದರ ಒಕ್ಕೂಟದ ಪದಾಧಿಕಾರಿಗಳು ಹಾಗೂ ಹಿರಿಯ ಕಲಾವಿದರು ಈ ಸಂದರ್ಭದಲ್ಲಿ ಉಪಸ್ಥಿತರಿದ್ದರು. ಮನವಿ ಸ್ವೀಕರಿಸಿದ ಅಧಿಕಾರಿಗಳು ಸರ್ಕಾರಕ್ಕೆ ಕಳುಹಿಸುವುದಾಗಿ ಭರವಸೆ ನೀಡಿದರು. ರಾಜ್ಯದ ಹಲವು ಜಿಲ್ಲೆಗಳ ಕಲಾವಿದರು ಇದೇ ಬೇಡಿಕೆ ಮಂಡಿಸಿದ್ದಾರೆ. ಕಲಾವಿದರ ಮಾಸಾಶನ ಹೆಚ್ಚಿಸುವಂತೆಯೂ ಮನವಿಯಲ್ಲಿ ಒತ್ತಾಯಿಸಲಾಯಿತು. [486, 908, 628, 1026]
black-dot-icon [485, 1444, 492, 1451]
commodity-name: ಹುರುಳಿ [42, 985, 61, 994]
commodity-name: ಉದ್ದು [42, 953, 57, 963]
railway-headline: ರೈಲು ನಿಲ್ದಾಣದ ಹೆಸರಿಗಾಗಿ ಜಟಾಪಟಿ [265, 339, 623, 374]
market-row [30, 998, 188, 1014]
commodity-unit: ಕ್ವಿಂಟಾಲ್ [150, 921, 169, 929]
market-row [30, 1077, 188, 1093]
